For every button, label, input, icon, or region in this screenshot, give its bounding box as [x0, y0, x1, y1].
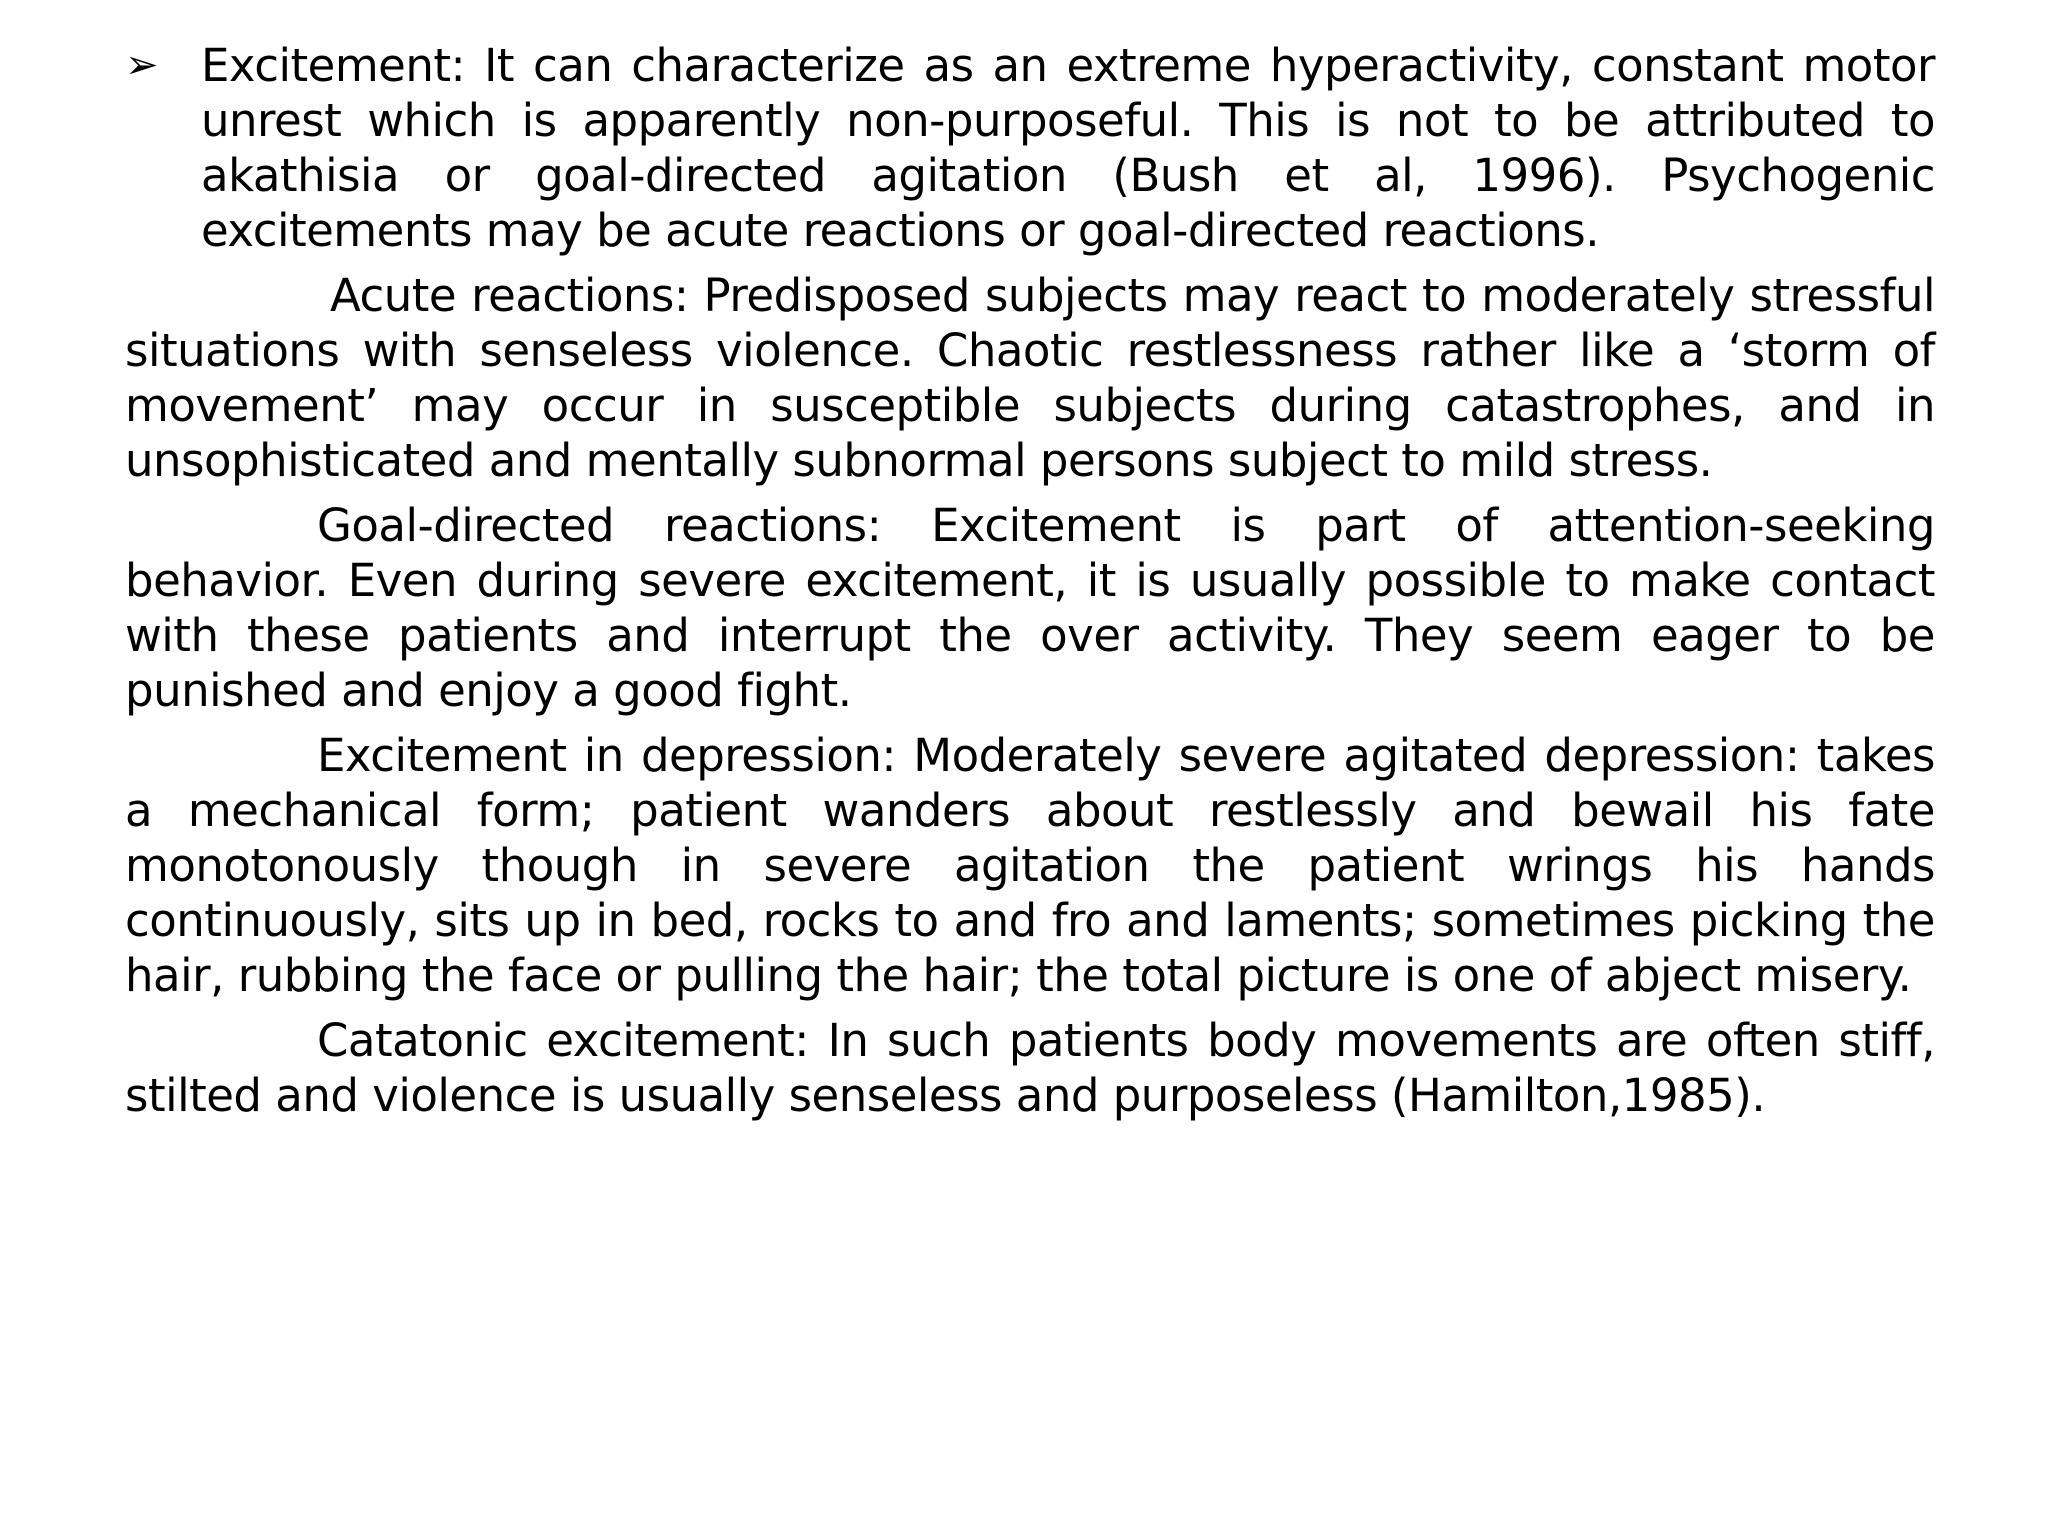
- paragraph-excitement-in-depression: Excitement in depression: Moderately severe agitated depression: takes a mechanical form; patient wanders about restlessly and bewail his fate monotonously though in severe agitation the patient wrings his hands continuously, sits up in bed, rocks to and fro and laments; sometimes picking the hair, rubbing the face or pulling the hair; the total picture is one of abject misery.: [125, 729, 1935, 1002]
- arrow-bullet-icon: ➢: [125, 42, 159, 88]
- bullet-text: Excitement: It can characterize as an extreme hyperactivity, constant motor unrest which is apparently non-purposeful. This is not to be attributed to akathisia or goal-directed agitation (Bush et al, 1996). Psychogenic excitements may be acute reactions or goal-directed reactions.: [201, 39, 1935, 257]
- paragraph-catatonic-excitement: Catatonic excitement: In such patients body movements are often stiff, stilted and violence is usually senseless and purposeless (Hamilton,1985).: [125, 1014, 1935, 1122]
- bullet-item-excitement: [125, 38, 1935, 258]
- slide-content: [125, 38, 1935, 1133]
- paragraph-acute-reactions: Acute reactions: Predisposed subjects may react to moderately stressful situations with senseless violence. Chaotic restlessness rather like a ‘storm of movement’ may occur in susceptible subjects during catastrophes, and in unsophisticated and mentally subnormal persons subject to mild stress.: [125, 269, 1935, 487]
- paragraph-goal-directed-reactions: Goal-directed reactions: Excitement is part of attention-seeking behavior. Even during severe excitement, it is usually possible to make contact with these patients and interrupt the over activity. They seem eager to be punished and enjoy a good fight.: [125, 499, 1935, 717]
